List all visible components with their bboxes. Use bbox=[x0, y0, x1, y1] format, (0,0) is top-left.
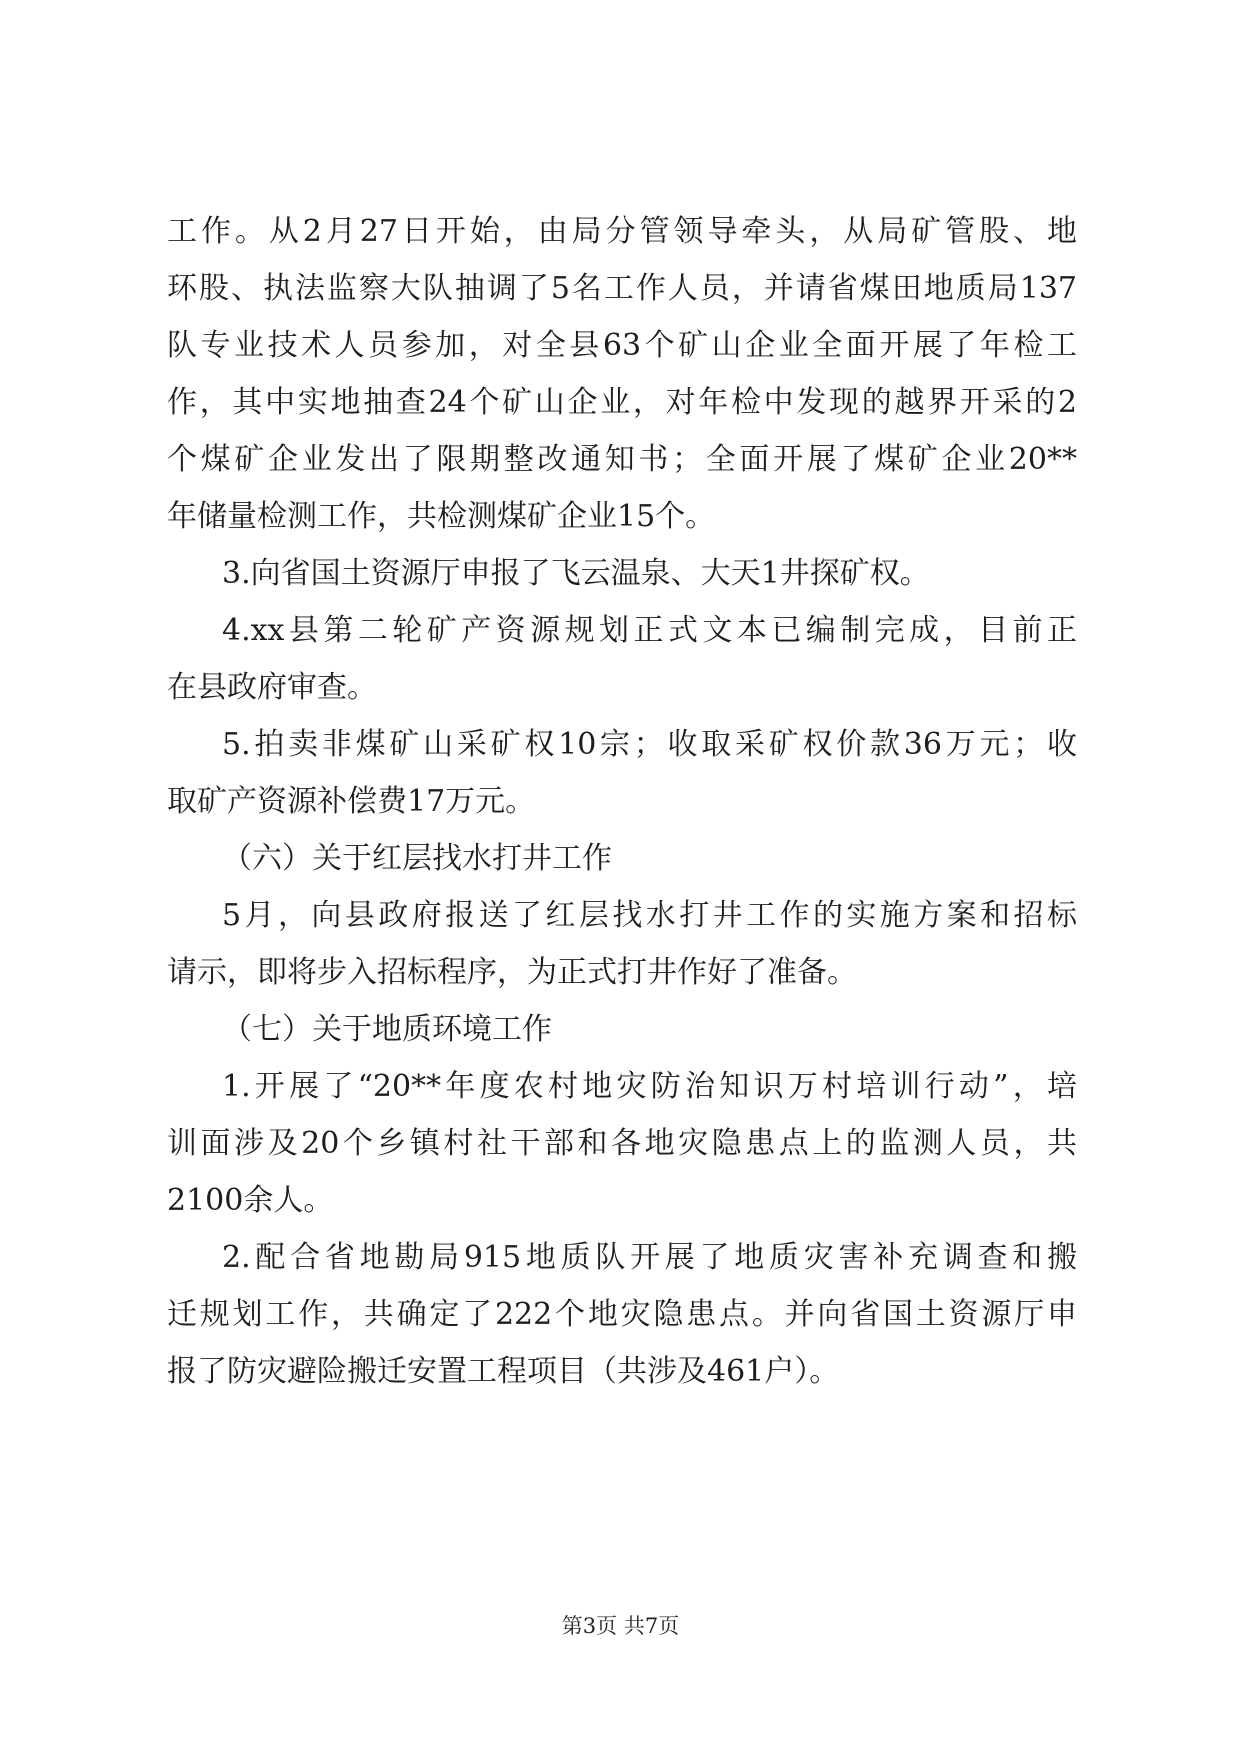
page-number: 第3页 共7页 bbox=[561, 1614, 680, 1638]
list-item-2: 2.配合省地勘局915地质队开展了地质灾害补充调查和搬 bbox=[222, 1240, 1077, 1275]
text-line: 取矿产资源补偿费17万元。 bbox=[167, 784, 536, 819]
text-line: 2100余人。 bbox=[167, 1183, 334, 1218]
section-heading-6: （六）关于红层找水打井工作 bbox=[222, 841, 612, 876]
paragraph-line: 5月，向县政府报送了红层找水打井工作的实施方案和招标 bbox=[222, 898, 1077, 933]
list-item-5: 5.拍卖非煤矿山采矿权10宗；收取采矿权价款36万元；收 bbox=[222, 727, 1077, 762]
text-line: 环股、执法监察大队抽调了5名工作人员，并请省煤田地质局137 bbox=[167, 271, 1077, 306]
text-line: 工作。从2月27日开始，由局分管领导牵头，从局矿管股、地 bbox=[167, 214, 1077, 249]
text-line: 迁规划工作，共确定了222个地灾隐患点。并向省国土资源厅申 bbox=[167, 1297, 1077, 1332]
list-item-3: 3.向省国土资源厅申报了飞云温泉、大天1井探矿权。 bbox=[222, 556, 930, 591]
section-heading-7: （七）关于地质环境工作 bbox=[222, 1012, 552, 1047]
text-line: 年储量检测工作，共检测煤矿企业15个。 bbox=[167, 499, 716, 534]
text-line: 请示，即将步入招标程序，为正式打井作好了准备。 bbox=[167, 955, 857, 990]
text-line: 作，其中实地抽查24个矿山企业，对年检中发现的越界开采的2 bbox=[167, 385, 1077, 420]
list-item-4: 4.xx县第二轮矿产资源规划正式文本已编制完成，目前正 bbox=[222, 613, 1077, 648]
text-line: 队专业技术人员参加，对全县63个矿山企业全面开展了年检工 bbox=[167, 328, 1077, 363]
text-line: 训面涉及20个乡镇村社干部和各地灾隐患点上的监测人员，共 bbox=[167, 1126, 1077, 1161]
list-item-1: 1.开展了“20**年度农村地灾防治知识万村培训行动”，培 bbox=[222, 1069, 1077, 1104]
text-line: 在县政府审查。 bbox=[167, 670, 377, 705]
text-line: 个煤矿企业发出了限期整改通知书；全面开展了煤矿企业20** bbox=[167, 442, 1077, 477]
text-line: 报了防灾避险搬迁安置工程项目（共涉及461户）。 bbox=[167, 1354, 840, 1389]
